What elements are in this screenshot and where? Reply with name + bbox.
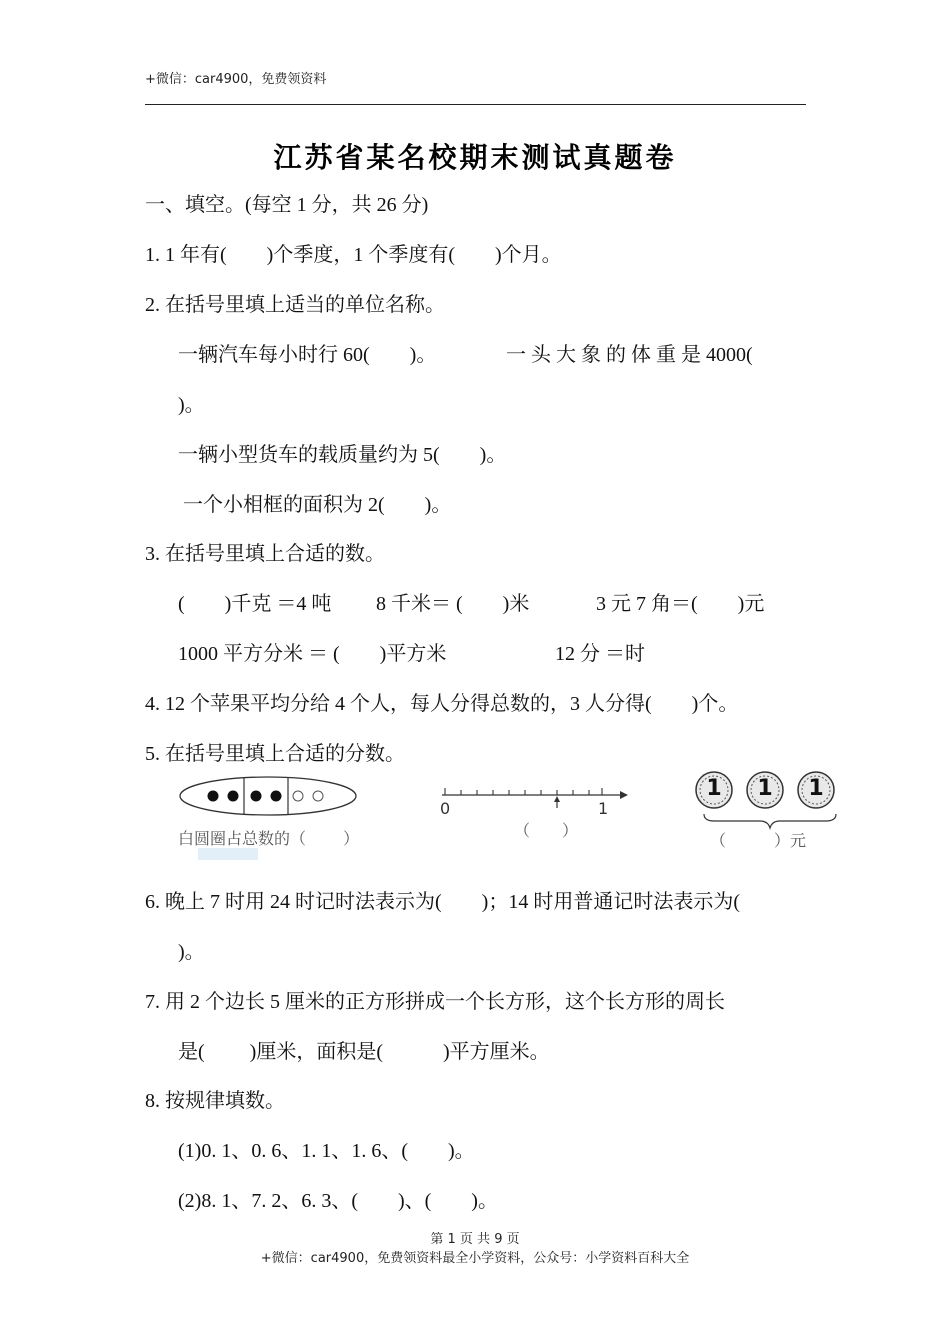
fig1-caption: 白圆圈占总数的（ ） [178,829,360,848]
question-3a: ( )千克 ＝4 吨 [178,593,332,615]
question-2d: 一个小相框的面积为 2( )。 [183,494,452,516]
footer-watermark: +微信：car4900，免费领资料最全小学资料，公众号：小学资料百科大全 [260,1251,690,1266]
up-arrow-icon [554,796,560,808]
header-rule [145,104,806,105]
question-8a: (1)0. 1、0. 6、1. 1、1. 6、( )。 [178,1140,475,1162]
question-2b: 一 头 大 象 的 体 重 是 4000( [506,344,753,366]
question-2a: 一辆汽车每小时行 60( )。 [178,344,437,366]
faint-watermark-mark [198,848,258,860]
question-3e: 12 分 ＝时 [555,643,645,665]
question-1: 1. 1 年有( )个季度，1 个季度有( )个月。 [145,244,562,266]
black-dot [271,791,282,802]
white-dot [293,791,303,801]
question-8: 8. 按规律填数。 [145,1090,285,1112]
black-dot [251,791,262,802]
coin-icon: 1 [745,770,785,810]
page-number: 第 1 页 共 9 页 [430,1232,520,1247]
page-title: 江苏省某名校期末测试真题卷 [273,141,677,174]
question-3d: 1000 平方分米 ＝ ( )平方米 [178,643,447,665]
question-4: 4. 12 个苹果平均分给 4 个人，每人分得总数的，3 人分得( )个。 [145,693,739,715]
question-3b: 8 千米＝ ( )米 [376,593,530,615]
coin-icon: 1 [796,770,836,810]
question-7-cont: 是( )厘米，面积是( )平方厘米。 [178,1041,550,1063]
question-3c: 3 元 7 角＝( )元 [596,593,765,615]
question-2b-cont: )。 [178,394,205,416]
black-dot [208,791,219,802]
section-heading: 一、填空。(每空 1 分，共 26 分) [145,194,429,216]
coin-icon: 1 [694,770,734,810]
question-7: 7. 用 2 个边长 5 厘米的正方形拼成一个长方形，这个长方形的周长 [145,991,725,1013]
question-2: 2. 在括号里填上适当的单位名称。 [145,294,445,316]
header-watermark: +微信：car4900，免费领资料 [145,72,327,87]
question-3: 3. 在括号里填上合适的数。 [145,543,385,565]
fig2-caption: （ ） [514,821,579,840]
question-2c: 一辆小型货车的载质量约为 5( )。 [178,444,507,466]
question-6: 6. 晚上 7 时用 24 时记时法表示为( )；14 时用普通记时法表示为( [145,891,740,913]
white-dot [313,791,323,801]
question-6-cont: )。 [178,941,205,963]
question-8b: (2)8. 1、7. 2、6. 3、( )、( )。 [178,1190,498,1212]
dots-oval-figure [178,775,358,819]
black-dot [228,791,239,802]
number-line-label-0: 0 [440,799,451,818]
fig3-caption: （ ）元 [710,831,807,850]
question-5: 5. 在括号里填上合适的分数。 [145,743,405,765]
number-line-label-1: 1 [598,799,609,818]
